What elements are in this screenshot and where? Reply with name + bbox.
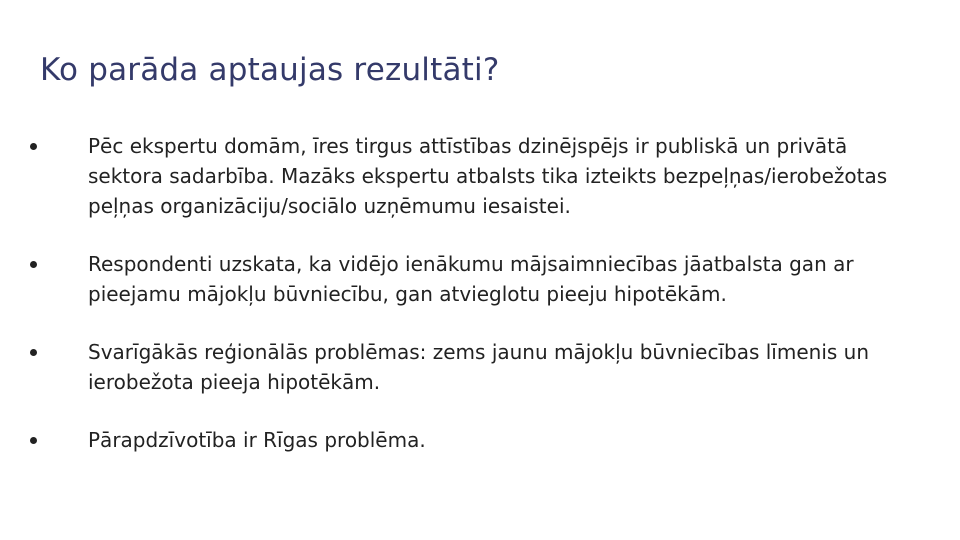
bullet-list bbox=[48, 131, 928, 483]
bullet-text: Pēc ekspertu domām, īres tirgus attīstības dzinējspējs ir publiskā un privātā sektora sadarbība. Mazāks ekspertu atbalsts tika izteikts bezpeļņas/ierobežotas peļņas organizāciju/sociālo uzņēmumu iesaistei. bbox=[88, 134, 888, 218]
bullet-dot-icon bbox=[30, 261, 37, 268]
bullet-item bbox=[48, 337, 928, 397]
bullet-text: Pārapdzīvotība ir Rīgas problēma. bbox=[88, 428, 426, 452]
bullet-item bbox=[48, 131, 928, 221]
bullet-item bbox=[48, 249, 928, 309]
slide-title: Ko parāda aptaujas rezultāti? bbox=[40, 52, 500, 88]
bullet-dot-icon bbox=[30, 143, 37, 150]
bullet-item bbox=[48, 425, 928, 455]
bullet-text: Respondenti uzskata, ka vidējo ienākumu mājsaimniecības jāatbalsta gan ar pieejamu mājokļu būvniecību, gan atvieglotu pieeju hipotēkām. bbox=[88, 252, 854, 306]
bullet-dot-icon bbox=[30, 437, 37, 444]
bullet-dot-icon bbox=[30, 349, 37, 356]
bullet-text: Svarīgākās reģionālās problēmas: zems jaunu mājokļu būvniecības līmenis un ierobežota pieeja hipotēkām. bbox=[88, 340, 870, 394]
